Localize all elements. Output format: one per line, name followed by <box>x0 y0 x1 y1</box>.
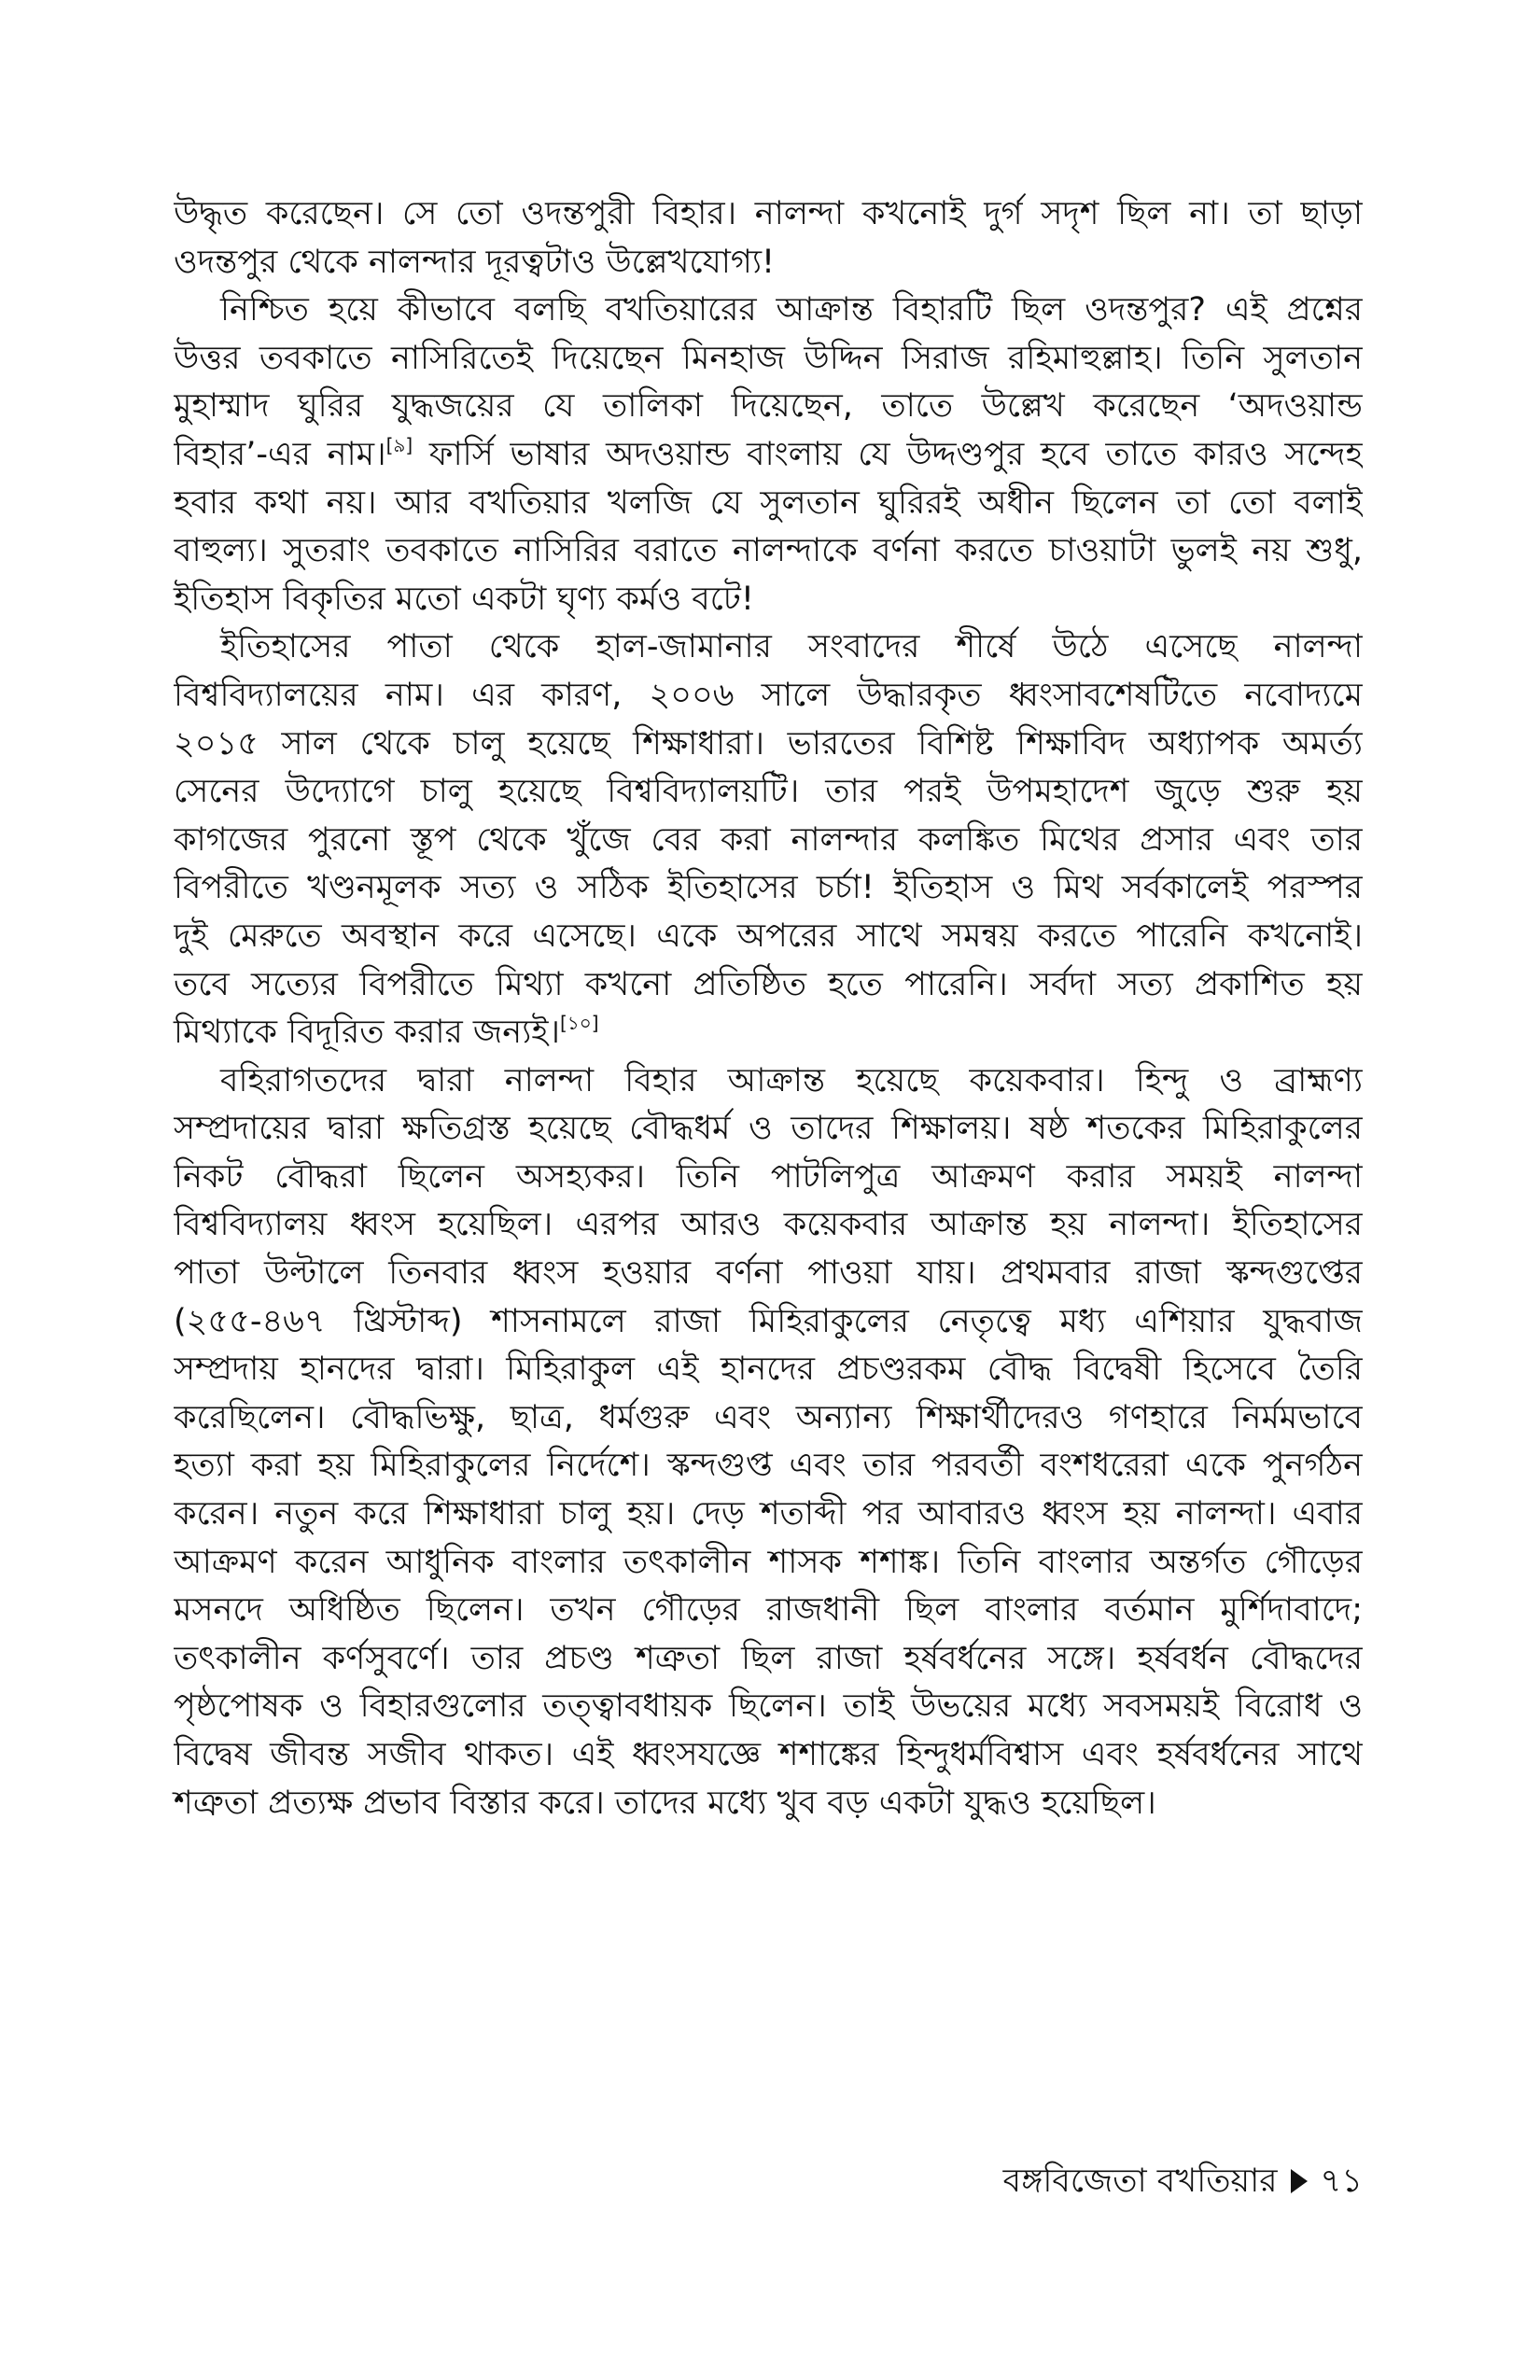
page-footer <box>1003 2158 1363 2205</box>
text-line <box>174 1731 1363 1780</box>
text-line <box>174 961 1363 1010</box>
text-line <box>174 383 1363 431</box>
text-line <box>174 1491 1363 1539</box>
line-text: দুই মেরুতে অবস্থান করে এসেছে। একে অপরের সাথে সমন্বয় করতে পারেনি কখনোই। <box>174 917 1363 955</box>
line-text: ইতিহাস বিকৃতির মতো একটা ঘৃণ্য কর্মও বটে! <box>174 580 754 618</box>
line-text: ওদন্তপুর থেকে নালন্দার দূরত্বটাও উল্লেখযোগ্য! <box>174 243 776 281</box>
text-line <box>174 239 1363 287</box>
footnote-reference[interactable]: [৯] <box>385 433 413 456</box>
text-line <box>174 623 1363 672</box>
text-line <box>174 913 1363 961</box>
line-text: তৎকালীন কর্ণসুবর্ণে। তার প্রচণ্ড শত্রুতা ছিল রাজা হর্ষবর্ধনের সঙ্গে। হর্ষবর্ধন বৌদ্ধদের <box>174 1639 1363 1677</box>
text-line <box>174 1539 1363 1588</box>
text-line <box>174 1201 1363 1250</box>
text-line <box>174 1442 1363 1491</box>
text-line <box>174 527 1363 576</box>
text-line <box>174 864 1363 913</box>
text-line <box>174 1009 1363 1057</box>
line-text: মুহাম্মাদ ঘুরির যুদ্ধজয়ের যে তালিকা দিয়েছেন, তাতে উল্লেখ করেছেন ‘অদওয়ান্ড <box>174 387 1363 426</box>
body-text <box>174 190 1363 1827</box>
text-line <box>174 1250 1363 1298</box>
text-line <box>174 1587 1363 1635</box>
text-line <box>174 287 1363 335</box>
footnote-reference[interactable]: [১০] <box>559 1012 599 1035</box>
text-line <box>174 335 1363 384</box>
text-line <box>174 1394 1363 1443</box>
line-text: মসনদে অধিষ্ঠিত ছিলেন। তখন গৌড়ের রাজধানী ছিল বাংলার বর্তমান মুর্শিদাবাদে; <box>174 1591 1363 1630</box>
text-line <box>174 190 1363 239</box>
text-line <box>174 576 1363 624</box>
line-text: সম্প্রদায়ের দ্বারা ক্ষতিগ্রস্ত হয়েছে বৌদ্ধধর্ম ও তাদের শিক্ষালয়। ষষ্ঠ শতকের মিহিরাকুলের <box>174 1110 1363 1148</box>
line-text: বিদ্বেষ জীবন্ত সজীব থাকত। এই ধ্বংসযজ্ঞে শশাঙ্কের হিন্দুধর্মবিশ্বাস এবং হর্ষবর্ধনের সাথে <box>174 1736 1363 1773</box>
line-text: তবে সত্যের বিপরীতে মিথ্যা কখনো প্রতিষ্ঠিত হতে পারেনি। সর্বদা সত্য প্রকাশিত হয় <box>174 965 1363 1003</box>
text-line <box>174 1057 1363 1106</box>
line-text: বিশ্ববিদ্যালয়ের নাম। এর কারণ, ২০০৬ সালে উদ্ধারকৃত ধ্বংসাবশেষটিতে নবোদ্যমে <box>174 676 1363 714</box>
right-triangle-icon <box>1291 2169 1308 2193</box>
line-text: করেছিলেন। বৌদ্ধভিক্ষু, ছাত্র, ধর্মগুরু এবং অন্যান্য শিক্ষার্থীদেরও গণহারে নির্মমভাবে <box>174 1398 1363 1436</box>
line-text-continued: ফার্সি ভাষার অদওয়ান্ড বাংলায় যে উদ্দণ্ডপুর হবে তাতে কারও সন্দেহ <box>413 435 1363 473</box>
line-text: শত্রুতা প্রত্যক্ষ প্রভাব বিস্তার করে। তাদের মধ্যে খুব বড় একটা যুদ্ধও হয়েছিল। <box>174 1784 1156 1822</box>
text-line <box>174 1635 1363 1684</box>
text-line <box>174 721 1363 769</box>
line-text: বহিরাগতদের দ্বারা নালন্দা বিহার আক্রান্ত হয়েছে কয়েকবার। হিন্দু ও ব্রাহ্মণ্য <box>220 1061 1363 1099</box>
line-text: কাগজের পুরনো স্তূপ থেকে খুঁজে বের করা নালন্দার কলঙ্কিত মিথের প্রসার এবং তার <box>174 820 1363 859</box>
line-text: সম্প্রদায় হানদের দ্বারা। মিহিরাকুল এই হানদের প্রচণ্ডরকম বৌদ্ধ বিদ্বেষী হিসেবে তৈরি <box>174 1351 1363 1389</box>
line-text: নিশ্চিত হয়ে কীভাবে বলছি বখতিয়ারের আক্রান্ত বিহারটি ছিল ওদন্তপুর? এই প্রশ্নের <box>220 291 1363 329</box>
line-text: বিশ্ববিদ্যালয় ধ্বংস হয়েছিল। এরপর আরও কয়েকবার আক্রান্ত হয় নালন্দা। ইতিহাসের <box>174 1206 1363 1244</box>
line-text: সেনের উদ্যোগে চালু হয়েছে বিশ্ববিদ্যালয়টি। তার পরই উপমহাদেশ জুড়ে শুরু হয় <box>174 773 1363 811</box>
line-text: মিথ্যাকে বিদূরিত করার জন্যই। <box>174 1014 560 1052</box>
line-text: হবার কথা নয়। আর বখতিয়ার খলজি যে সুলতান ঘুরিরই অধীন ছিলেন তা তো বলাই <box>174 483 1363 522</box>
line-text: করেন। নতুন করে শিক্ষাধারা চালু হয়। দেড় শতাব্দী পর আবারও ধ্বংস হয় নালন্দা। এবার <box>174 1495 1363 1533</box>
line-text: পাতা উল্টালে তিনবার ধ্বংস হওয়ার বর্ণনা পাওয়া যায়। প্রথমবার রাজা স্কন্দগুপ্তের <box>174 1254 1363 1293</box>
line-text: বাহুল্য। সুতরাং তবকাতে নাসিরির বরাতে নালন্দাকে বর্ণনা করতে চাওয়াটা ভুলই নয় শুধু, <box>174 532 1363 570</box>
line-text: উদ্ধৃত করেছেন। সে তো ওদন্তপুরী বিহার। নালন্দা কখনোই দুর্গ সদৃশ ছিল না। তা ছাড়া <box>174 195 1363 232</box>
line-text: বিহার’-এর নাম। <box>174 435 386 473</box>
text-line <box>174 1154 1363 1202</box>
text-line <box>174 1105 1363 1154</box>
line-text: ২০১৫ সাল থেকে চালু হয়েছে শিক্ষাধারা। ভারতের বিশিষ্ট শিক্ষাবিদ অধ্যাপক অমর্ত্য <box>174 724 1363 763</box>
text-line <box>174 1780 1363 1828</box>
page-number: ৭১ <box>1320 2163 1363 2200</box>
line-text: নিকট বৌদ্ধরা ছিলেন অসহ্যকর। তিনি পাটলিপুত্র আক্রমণ করার সময়ই নালন্দা <box>174 1157 1363 1196</box>
line-text: বিপরীতে খণ্ডনমূলক সত্য ও সঠিক ইতিহাসের চর্চা! ইতিহাস ও মিথ সর্বকালেই পরস্পর <box>174 869 1363 907</box>
line-text: (২৫৫-৪৬৭ খ্রিস্টাব্দ) শাসনামলে রাজা মিহিরাকুলের নেতৃত্বে মধ্য এশিয়ার যুদ্ধবাজ <box>174 1302 1363 1340</box>
line-text: উত্তর তবকাতে নাসিরিতেই দিয়েছেন মিনহাজ উদ্দিন সিরাজ রহিমাহুল্লাহ। তিনি সুলতান <box>174 339 1363 377</box>
text-line <box>174 768 1363 817</box>
running-title: বঙ্গবিজেতা বখতিয়ার <box>1002 2163 1278 2200</box>
text-line <box>174 817 1363 865</box>
line-text: হত্যা করা হয় মিহিরাকুলের নির্দেশে। স্কন্দগুপ্ত এবং তার পরবর্তী বংশধরেরা একে পুনর্গঠন <box>174 1447 1363 1485</box>
text-line <box>174 672 1363 721</box>
text-line <box>174 431 1363 480</box>
line-text: আক্রমণ করেন আধুনিক বাংলার তৎকালীন শাসক শশাঙ্ক। তিনি বাংলার অন্তর্গত গৌড়ের <box>174 1543 1363 1581</box>
text-line <box>174 480 1363 528</box>
text-line <box>174 1346 1363 1394</box>
text-line <box>174 1298 1363 1347</box>
text-line <box>174 1683 1363 1731</box>
line-text: পৃষ্ঠপোষক ও বিহারগুলোর তত্ত্বাবধায়ক ছিলেন। তাই উভয়ের মধ্যে সবসময়ই বিরোধ ও <box>174 1687 1363 1726</box>
line-text: ইতিহাসের পাতা থেকে হাল-জামানার সংবাদের শীর্ষে উঠে এসেছে নালন্দা <box>220 628 1363 666</box>
